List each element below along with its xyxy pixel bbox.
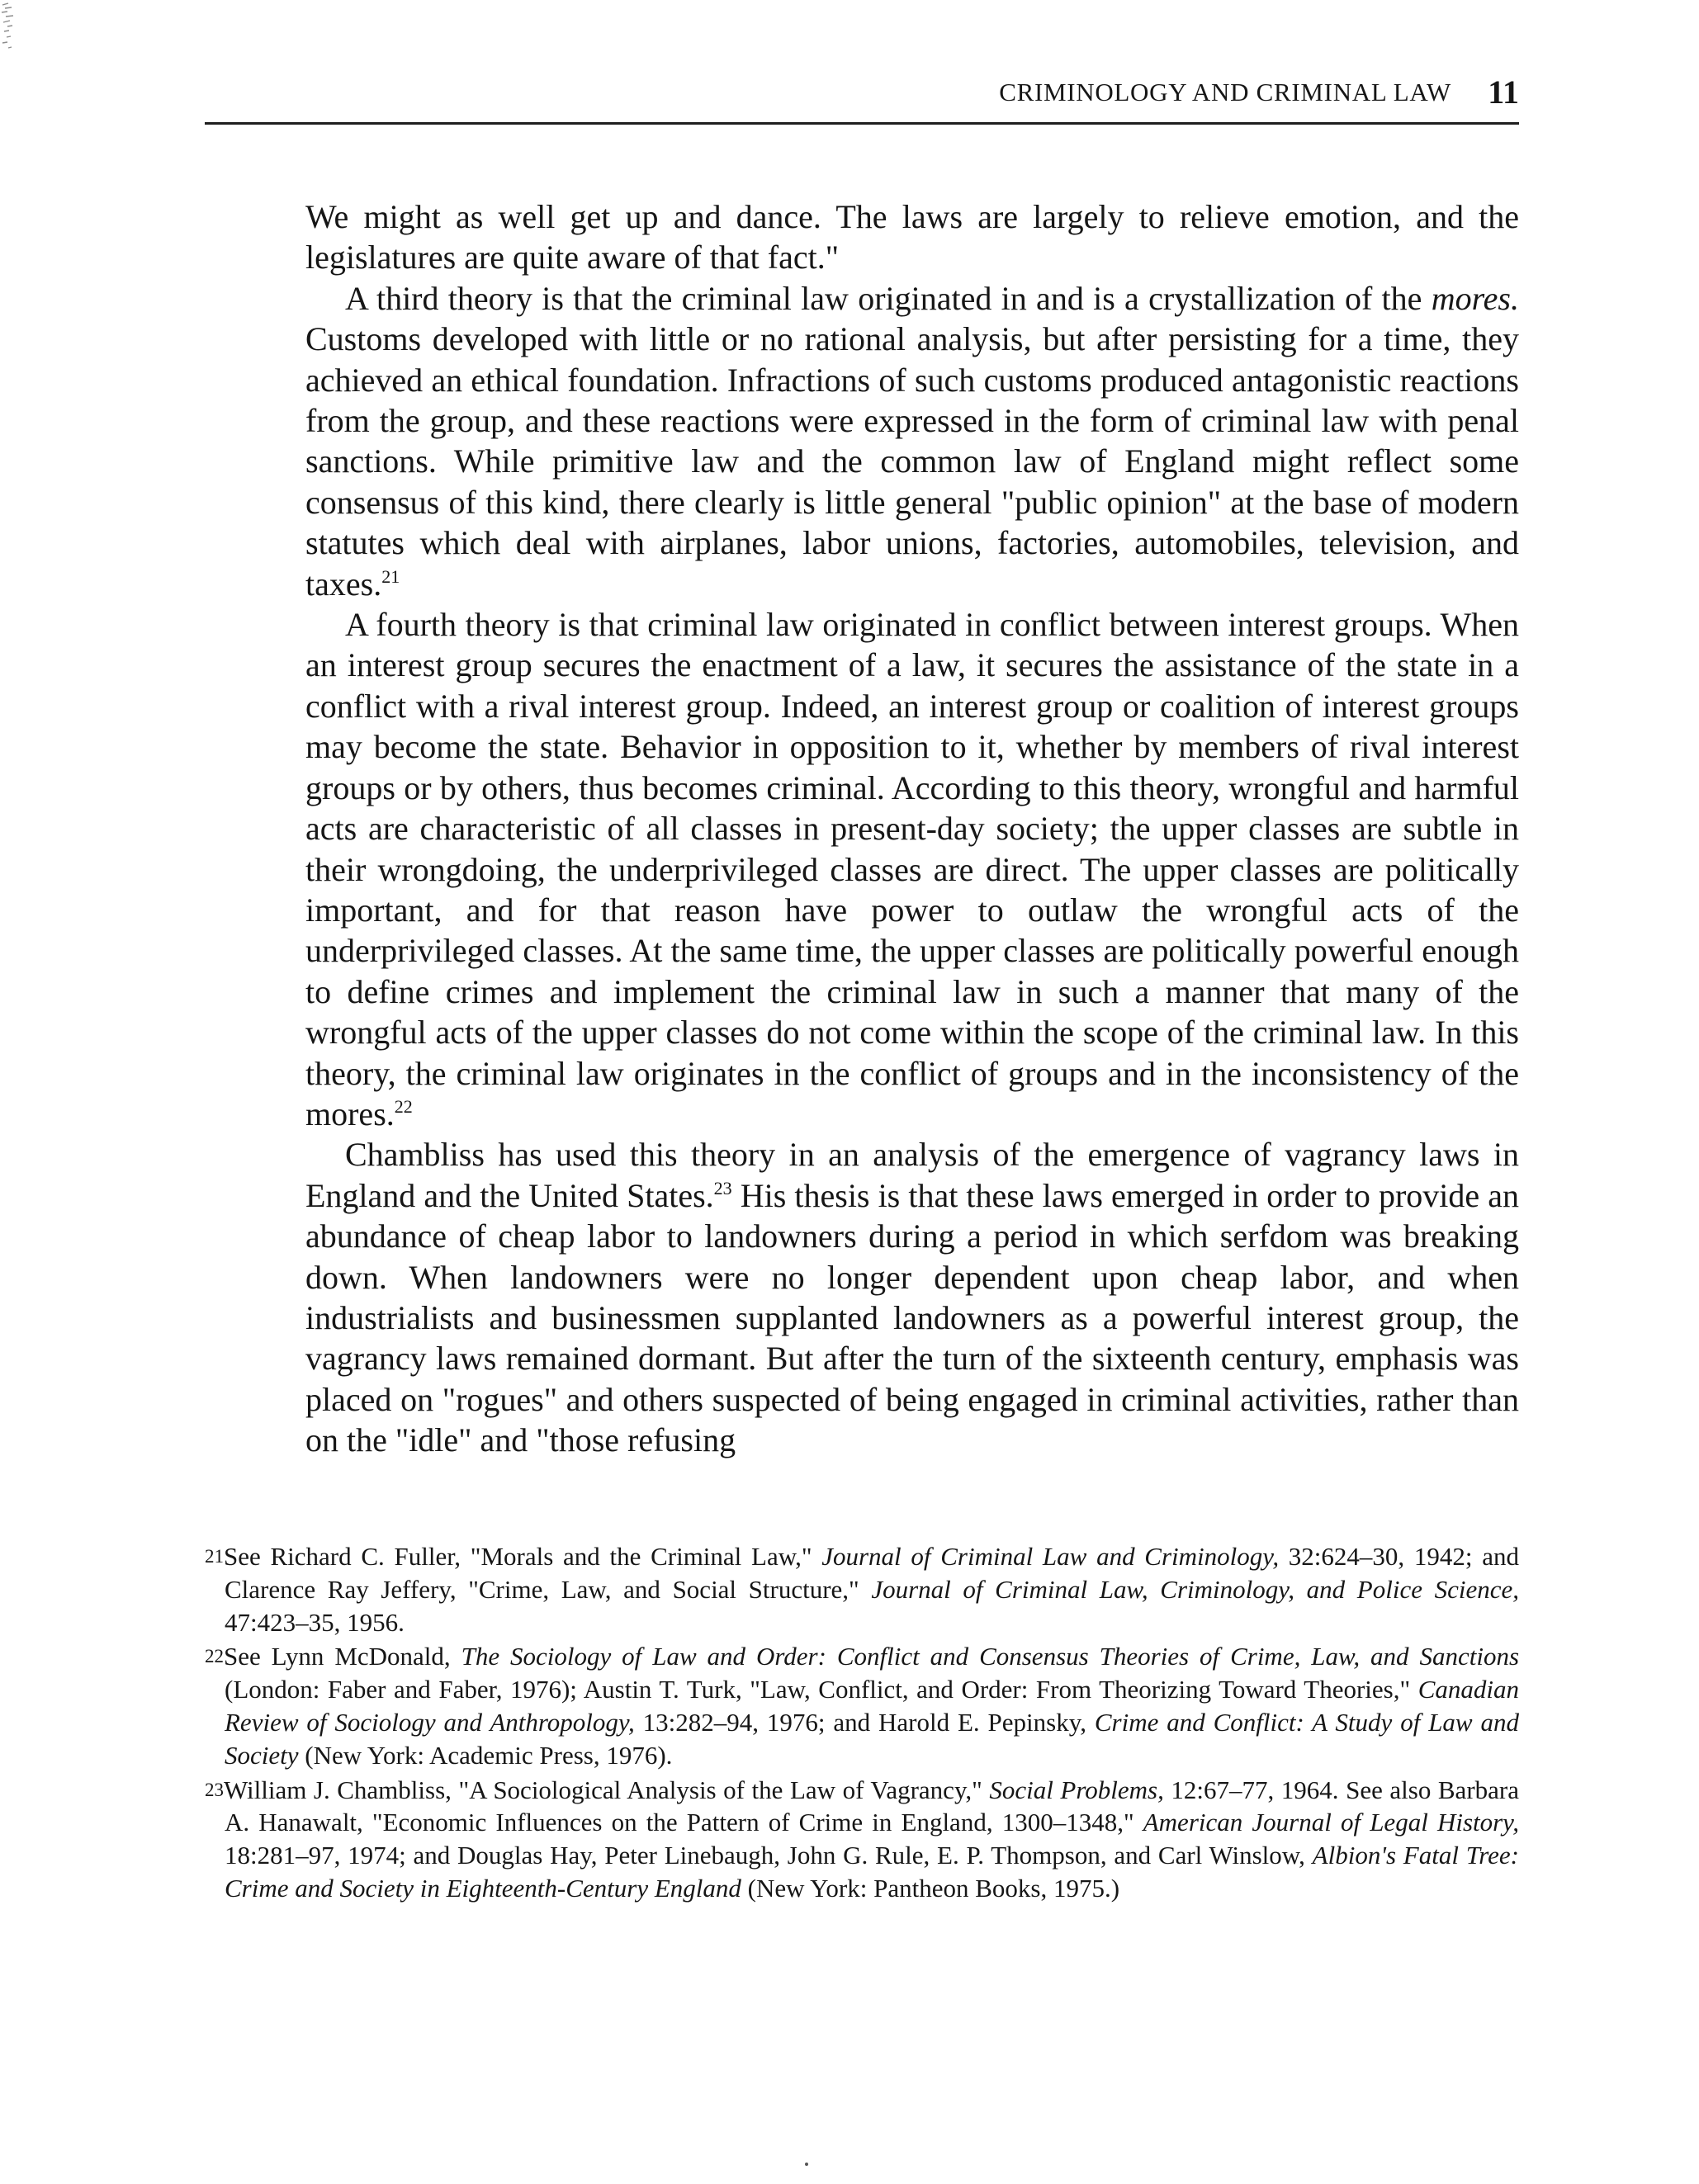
footnote-21 [205,1540,1519,1638]
footnote-text: See Lynn McDonald, [224,1642,461,1671]
footnote-journal: Journal of Criminal Law and Criminology, [821,1542,1280,1571]
running-title: CRIMINOLOGY AND CRIMINAL LAW [999,78,1451,106]
footnote-journal: Social Problems, [989,1775,1164,1804]
footnote-text: William J. Chambliss, "A Sociological Analysis of the Law of Vagrancy," [224,1775,990,1804]
emphasis-mores: mores. [1431,279,1519,317]
paragraph-text: We might as well get up and dance. The laws are largely to relieve emotion, and the legislatures are quite aware of that fact." [305,198,1519,277]
paragraph-third-theory [305,278,1519,604]
header-rule [205,122,1519,125]
footnote-text: 18:281–97, 1974; and Douglas Hay, Peter Linebaugh, John G. Rule, E. P. Thompson, and Carl Winslow, [225,1841,1313,1870]
paragraph-text: His thesis is that these laws emerged in order to provide an abundance of cheap labor to landowners during a period in which serfdom was breaking down. When landowners were no longer dependent upon cheap labor, and when industrialists and businessmen supplanted landowners as a powerful interest group, the vagrancy laws remained dormant. But after the turn of the sixteenth century, emphasis was placed on "rogues" and others suspected of being engaged in criminal activities, rather than on the "idle" and "those refusing [305,1176,1519,1459]
paragraph-text: Customs developed with little or no rational analysis, but after persisting for a time, they achieved an ethical foundation. Infractions of such customs produced antagonistic reactions from the group, and these reactions were expressed in the form of criminal law with penal sanctions. While primitive law and the common law of England might reflect some consensus of this kind, there clearly is little general "public opinion" at the base of modern statutes which deal with airplanes, labor unions, factories, automobiles, television, and taxes. [305,320,1519,603]
footnote-23 [205,1774,1519,1905]
footnote-number: 22 [205,1646,224,1667]
footnote-text: See Richard C. Fuller, "Morals and the Criminal Law," [224,1542,822,1571]
footnote-text: 47:423–35, 1956. [225,1607,405,1637]
paragraph-fourth-theory [305,604,1519,1134]
running-header [205,73,1519,114]
footnote-book-title: The Sociology of Law and Order: Conflict and Consensus Theories of Crime, Law, and Sanctions [461,1642,1520,1671]
footnote-number: 23 [205,1779,224,1800]
footnotes [205,1540,1519,1907]
footnote-text: (New York: Academic Press, 1976). [298,1740,673,1770]
footnote-text: 32:624–30, 1942; and Clarence Ray Jeffery, "Crime, Law, and Social Structure," [225,1542,1519,1604]
scan-artifact-icon [0,0,33,58]
scan-speck [805,2163,808,2166]
footnote-ref-21[interactable]: 21 [381,565,400,587]
footnote-book-title: Albion's Fatal Tree: Crime and Society in Eighteenth-Century England [225,1841,1519,1903]
footnote-22 [205,1640,1519,1771]
footnote-number: 21 [205,1546,224,1567]
paragraph-text: A third theory is that the criminal law originated in and is a crystallization of the [345,279,1432,317]
footnote-journal: American Journal of Legal History, [1143,1808,1519,1837]
paragraph-text: Chambliss has used this theory in an analysis of the emergence of vagrancy laws in England and the United States. [305,1136,1519,1214]
paragraph-text: A fourth theory is that criminal law originated in conflict between interest groups. When an interest group secures the enactment of a law, it secures the assistance of the state in a conflict with a rival interest group. Indeed, an interest group or coalition of interest groups may become the state. Behavior in opposition to it, whether by members of rival interest groups or by others, thus becomes criminal. According to this theory, wrongful and harmful acts are characteristic of all classes in present-day society; the upper classes are subtle in their wrongdoing, the underprivileged classes are direct. The upper classes are politically important, and for that reason have power to outlaw the wrongful acts of the underprivileged classes. At the same time, the upper classes are politically powerful enough to define crimes and implement the criminal law in such a manner that many of the wrongful acts of the upper classes do not come within the scope of the criminal law. In this theory, the criminal law originates in the conflict of groups and in the inconsistency of the mores. [305,606,1519,1132]
footnote-text: (New York: Pantheon Books, 1975.) [741,1873,1120,1903]
footnote-text: 12:67–77, 1964. See also Barbara A. Hanawalt, "Economic Influences on the Pattern of Crime in England, 1300–1348," [225,1775,1519,1837]
page-number: 11 [1488,73,1519,111]
footnote-journal: Canadian Review of Sociology and Anthropology, [225,1675,1519,1737]
paragraph-chambliss [305,1134,1519,1460]
footnote-text: (London: Faber and Faber, 1976); Austin T. Turk, "Law, Conflict, and Order: From Theorizing Toward Theories," [225,1675,1418,1704]
footnote-ref-22[interactable]: 22 [394,1095,413,1117]
footnote-text: 13:282–94, 1976; and Harold E. Pepinsky, [634,1707,1095,1737]
footnote-ref-23[interactable]: 23 [713,1177,732,1198]
footnote-book-title: Crime and Conflict: A Study of Law and Society [225,1707,1519,1770]
main-text [305,196,1519,1461]
paragraph-continuation [305,196,1519,278]
footnote-journal: Journal of Criminal Law, Criminology, and Police Science, [871,1574,1519,1604]
